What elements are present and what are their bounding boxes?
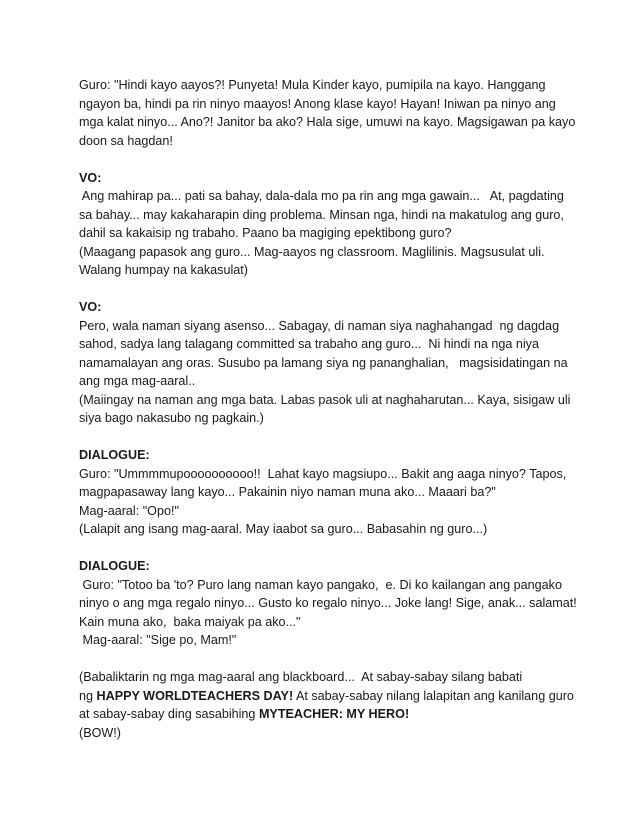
text-line	[79, 705, 569, 724]
text-line: Mag-aaral: "Opo!"	[79, 503, 179, 518]
text-line: (Maagang papasok ang guro... Mag-aayos ng classroom. Maglilinis. Magsusulat uli.	[79, 244, 545, 259]
text-line: dahil sa kakaisip ng trabaho. Paano ba magiging epektibong guro?	[79, 226, 452, 240]
text-line: ang mga mag-aaral..	[79, 374, 196, 388]
text-line: sa bahay... may kakaharapin ding problema. Minsan nga, hindi na makatulog ang guro,	[79, 207, 564, 222]
text-line: Ang mahirap pa... pati sa bahay, dala-dala mo pa rin ang mga gawain... At, pagdating	[79, 189, 564, 203]
text-line: Kain muna ako, baka maiyak pa ako..."	[79, 614, 301, 629]
teacher-opening-paragraph	[79, 76, 576, 150]
text-line: (Maiingay na naman ang mga bata. Labas pasok uli at naghaharutan... Kaya, sisigaw uli	[79, 392, 571, 407]
motto-bold-text: MYTEACHER: MY HERO!	[258, 707, 410, 721]
vo-section-2	[79, 298, 569, 428]
text-line: doon sa hagdan!	[79, 133, 173, 148]
dialogue-section-2	[79, 557, 577, 650]
script-page	[79, 76, 577, 761]
closing-section	[79, 668, 574, 742]
section-heading: DIALOGUE:	[79, 559, 150, 573]
vo-section-1	[79, 169, 569, 280]
text-line	[79, 687, 574, 706]
text-line: sahod, sadya lang talagang committed sa trabaho ang guro... Ni hindi na nga niya	[79, 337, 539, 351]
text-line: ngayon ba, hindi pa rin ninyo maayos! Anong klase kayo! Hayan! Iniwan pa ninyo ang	[79, 96, 556, 111]
text-line: ninyo o ang mga regalo ninyo... Gusto ko regalo ninyo... Joke lang! Sige, anak... salamat!	[79, 596, 577, 610]
section-heading: VO:	[79, 170, 102, 185]
text-line: Walang humpay na kakasulat)	[79, 263, 248, 277]
text-line: Mag-aaral: "Sige po, Mam!"	[79, 633, 237, 647]
section-heading: VO:	[79, 300, 102, 314]
section-heading: DIALOGUE:	[79, 448, 150, 462]
text-line: magpapasaway lang kayo... Pakainin niyo naman muna ako... Maaari ba?"	[79, 485, 496, 499]
text-line: Guro: "Ummmmupoooooooooo!! Lahat kayo magsiupo... Bakit ang aaga ninyo? Tapos,	[79, 466, 567, 481]
text-line: Guro: "Totoo ba 'to? Puro lang naman kayo pangako, e. Di ko kailangan ang pangako	[79, 577, 562, 592]
text-run: At sabay-sabay nilang lalapitan ang kanilang guro	[293, 688, 574, 703]
text-line: mga kalat ninyo... Ano?! Janitor ba ako? Hala sige, umuwi na kayo. Magsigawan pa kayo	[79, 115, 576, 129]
text-line: (Babaliktarin ng mga mag-aaral ang blackboard... At sabay-sabay silang babati	[79, 670, 523, 684]
text-line: siya bago nakasubo ng pagkain.)	[79, 411, 264, 425]
text-run: at sabay-sabay ding sasabihing	[79, 707, 259, 721]
text-line: (Lalapit ang isang mag-aaral. May iaabot sa guro... Babasahin ng guro...)	[79, 522, 488, 536]
text-line: namamalayan ang oras. Susubo pa lamang siya ng pananghalian, magsisidatingan na	[79, 355, 568, 370]
text-line: Guro: "Hindi kayo aayos?! Punyeta! Mula Kinder kayo, pumipila na kayo. Hanggang	[79, 78, 546, 92]
text-line: (BOW!)	[79, 725, 121, 740]
text-line: Pero, wala naman siyang asenso... Sabagay, di naman siya naghahangad ng dagdag	[79, 318, 560, 333]
greeting-bold-text: HAPPY WORLDTEACHERS DAY!	[96, 688, 294, 703]
dialogue-section-1	[79, 446, 569, 539]
text-run: ng	[79, 688, 97, 703]
